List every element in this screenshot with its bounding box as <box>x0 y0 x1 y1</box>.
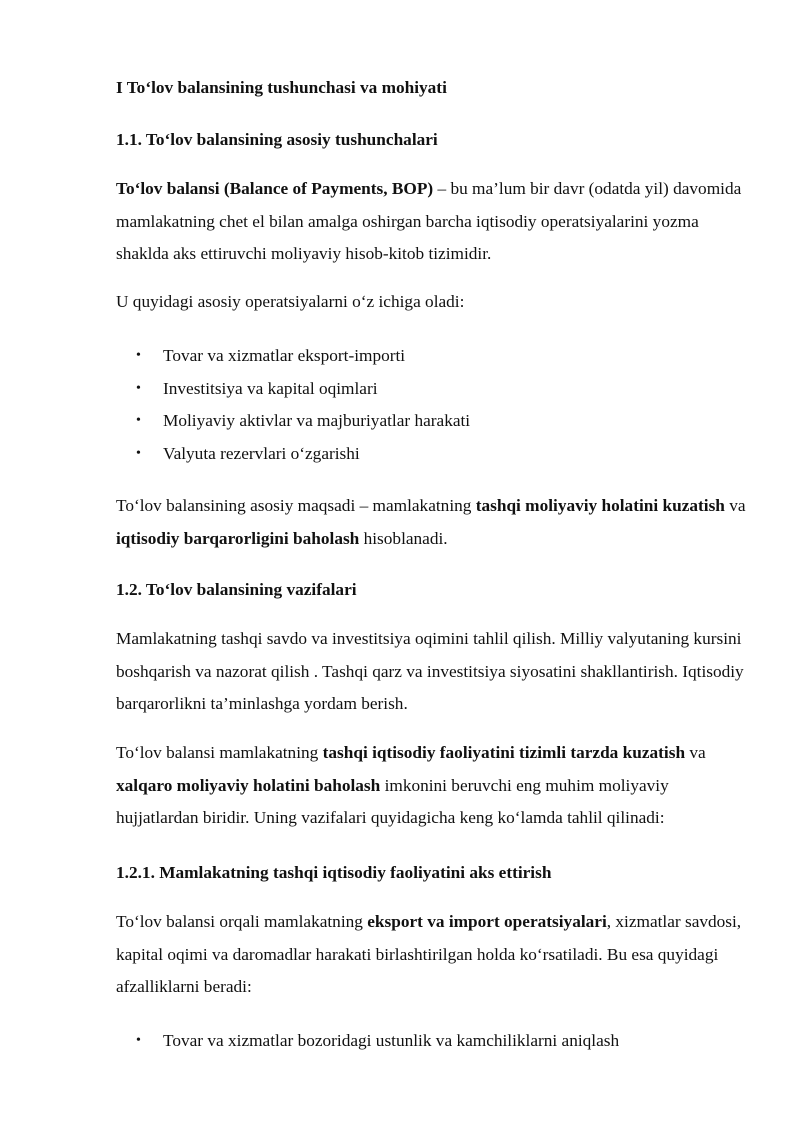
list-item-text: Moliyaviy aktivlar va majburiyatlar harakati <box>163 411 471 430</box>
emphasis-systematic-monitoring: tashqi iqtisodiy faoliyatini tizimli tarzda kuzatish <box>322 743 686 762</box>
advantages-list <box>116 1025 746 1058</box>
bullet-icon: • <box>136 445 141 461</box>
term-bop: To‘lov balansi (Balance of Payments, BOP) <box>116 179 434 198</box>
paragraph-bop-importance <box>116 737 746 835</box>
paragraph-external-activity <box>116 906 746 1004</box>
paragraph-functions: Mamlakatning tashqi savdo va investitsiya oqimini tahlil qilish. Milliy valyutaning kursini boshqarish va nazorat qilish . Tashqi qarz va investitsiya siyosatini shakllantirish. Iqtisodiy barqarorlikni ta’minlashga yordam berish. <box>116 629 744 713</box>
bullet-icon: • <box>136 1033 141 1048</box>
text-segment: hisoblanadi. <box>359 528 448 548</box>
list-item <box>116 340 746 373</box>
emphasis-economic-stability: iqtisodiy barqarorligini baholash <box>116 528 360 548</box>
emphasis-external-position: tashqi moliyaviy holatini kuzatish <box>475 496 725 515</box>
paragraph-bop-definition <box>116 173 746 271</box>
list-item <box>116 373 746 406</box>
list-item <box>116 1025 746 1058</box>
section-heading-main: I To‘lov balansining tushunchasi va mohiyati <box>116 78 447 97</box>
list-item-text: Tovar va xizmatlar eksport-importi <box>163 346 406 365</box>
list-item <box>116 438 746 471</box>
text-bop-definition: – bu ma’lum bir davr (odatda yil) davomida mamlakatning chet el bilan amalga oshirgan barcha iqtisodiy operatsiyalarini yozma shaklda aks ettiruvchi moliyaviy hisob-kitob tizimidir. <box>116 179 742 263</box>
text-segment: , xizmatlar savdosi, kapital oqimi va daromadlar harakati birlashtirilgan holda ko‘rsatiladi. Bu esa quyidagi afzalliklarni beradi: <box>116 912 742 996</box>
text-segment: To‘lov balansining asosiy maqsadi – mamlakatning <box>116 496 476 515</box>
subsection-heading-1-2: 1.2. To‘lov balansining vazifalari <box>116 580 357 599</box>
list-item-text: Investitsiya va kapital oqimlari <box>163 378 378 398</box>
text-segment: To‘lov balansi mamlakatning <box>116 743 323 762</box>
list-item-text: Tovar va xizmatlar bozoridagi ustunlik va kamchiliklarni aniqlash <box>163 1031 620 1050</box>
subsection-heading-1-1: 1.1. To‘lov balansining asosiy tushunchalari <box>116 130 438 149</box>
text-segment: va <box>724 496 746 515</box>
list-item-text: Valyuta rezervlari o‘zgarishi <box>163 443 360 463</box>
operations-list <box>116 340 746 470</box>
bullet-icon: • <box>136 380 141 396</box>
paragraph-main-purpose <box>116 490 746 555</box>
emphasis-financial-assessment: xalqaro moliyaviy holatini baholash <box>116 775 381 795</box>
subsection-heading-1-2-1: 1.2.1. Mamlakatning tashqi iqtisodiy faoliyatini aks ettirish <box>116 863 552 882</box>
emphasis-export-import: eksport va import operatsiyalari <box>367 912 607 931</box>
paragraph-operations-intro: U quyidagi asosiy operatsiyalarni o‘z ichiga oladi: <box>116 292 465 311</box>
bullet-icon: • <box>136 348 141 363</box>
text-segment: va <box>685 743 706 762</box>
text-segment: imkonini beruvchi eng muhim moliyaviy hujjatlardan biridir. Uning vazifalari quyidagicha keng ko‘lamda tahlil qilinadi: <box>116 775 669 827</box>
bullet-icon: • <box>136 413 141 428</box>
list-item <box>116 405 746 438</box>
text-segment: To‘lov balansi orqali mamlakatning <box>116 912 368 931</box>
